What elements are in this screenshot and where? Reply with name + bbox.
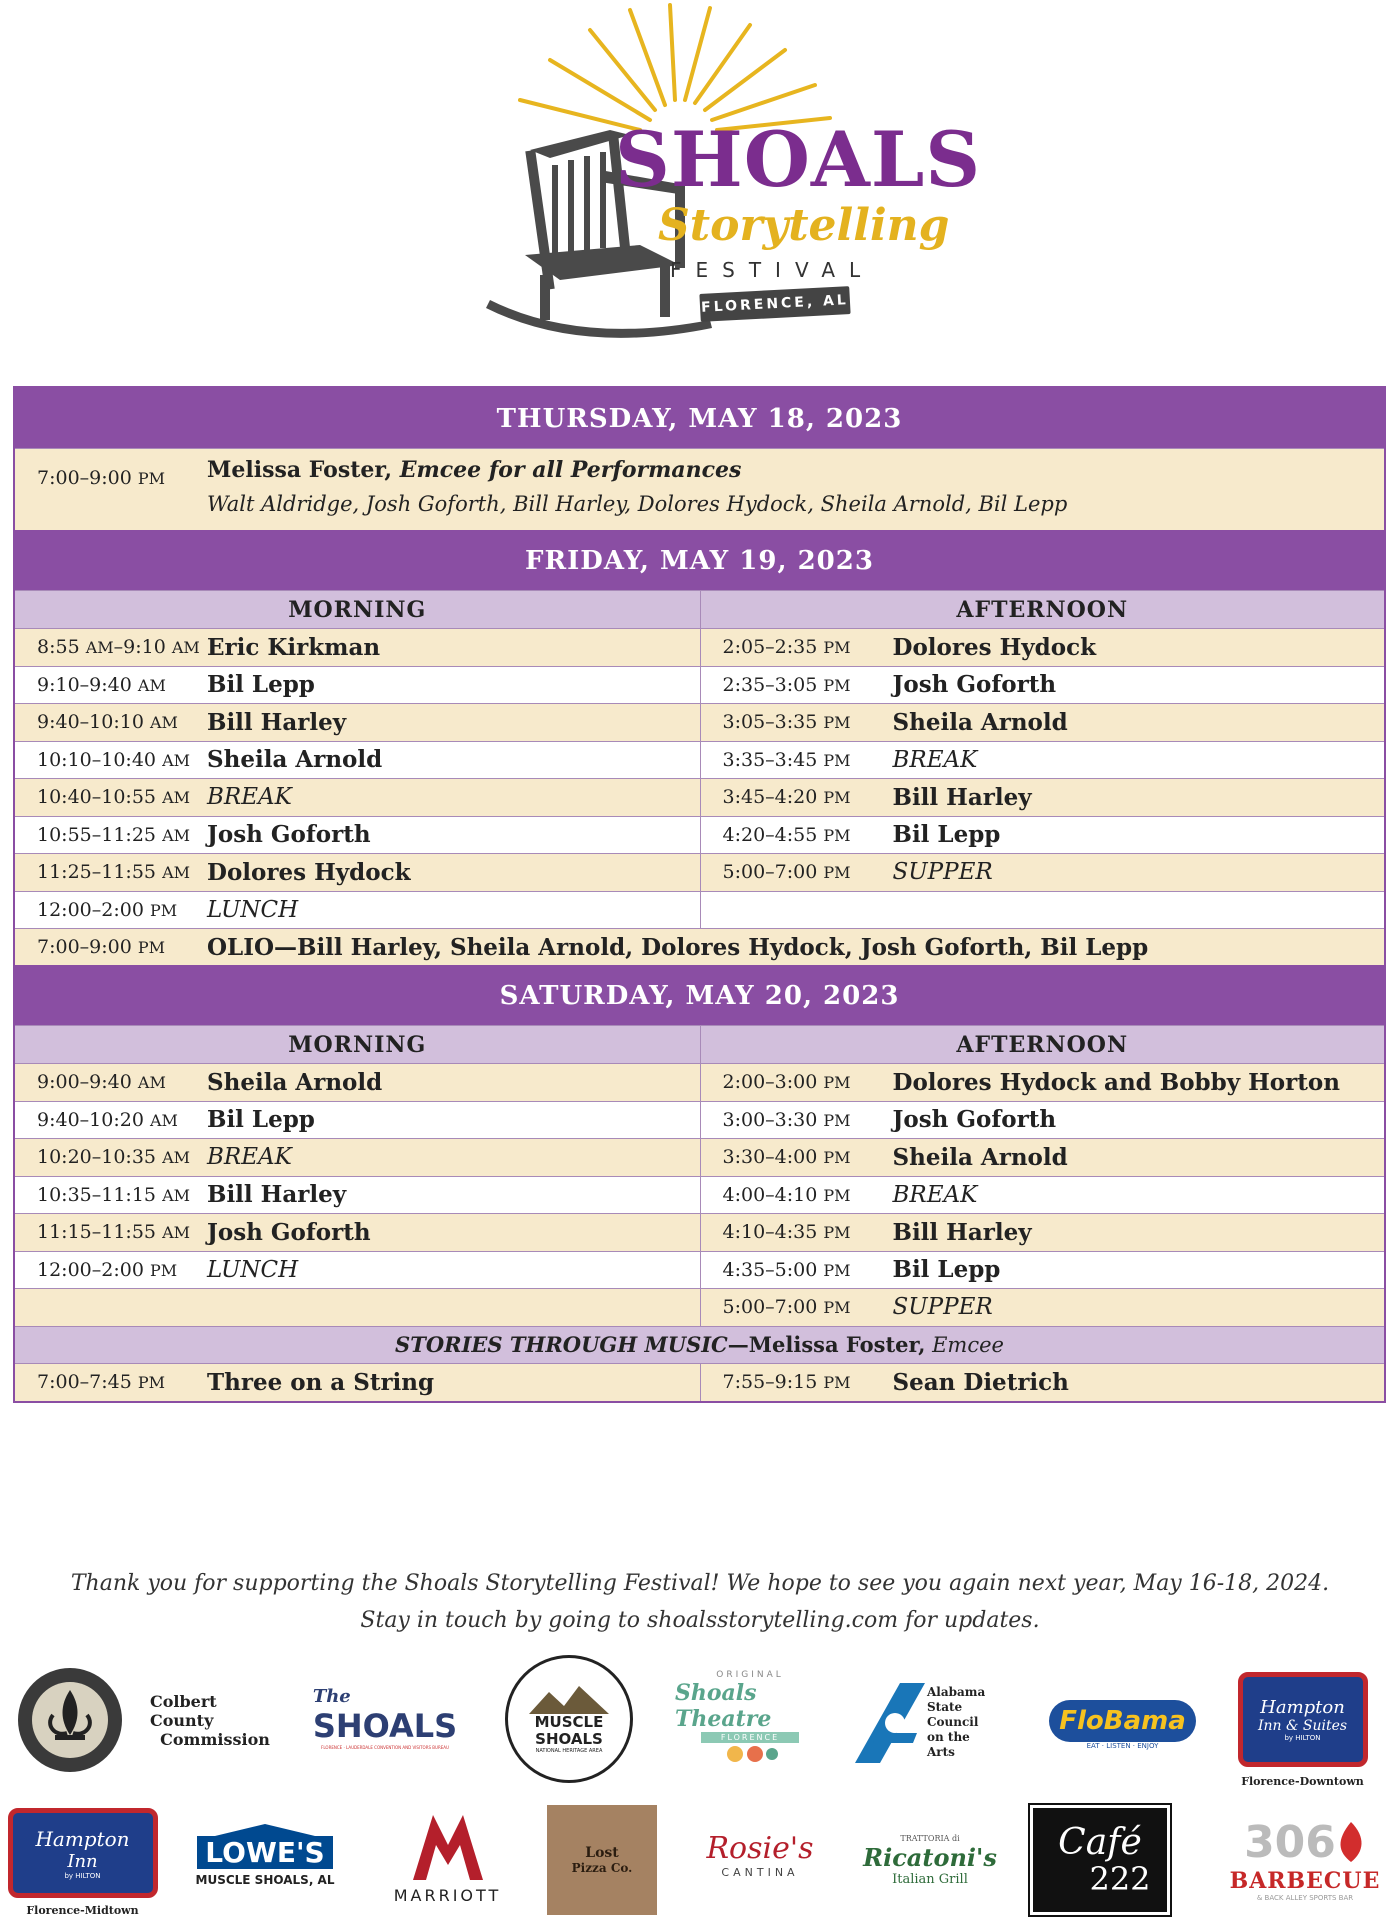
- thank-you-message: [0, 1565, 1400, 1639]
- sponsor-text: FLORENCE · LAUDERDALE CONVENTION AND VISITORS BUREAU: [321, 1745, 449, 1750]
- hampton-inn-suites-logo: [1235, 1660, 1370, 1800]
- sponsor-text: & BACK ALLEY SPORTS BAR: [1256, 1893, 1354, 1902]
- performer: Josh Goforth: [892, 1106, 1057, 1134]
- performer: LUNCH: [207, 1256, 299, 1283]
- performer: SUPPER: [892, 859, 993, 886]
- time: 5:00–7:00 PM: [722, 1296, 851, 1319]
- performer: Sheila Arnold: [892, 1143, 1068, 1171]
- time: 9:10–9:40 AM: [37, 673, 166, 696]
- cafe-222-logo: [1030, 1805, 1170, 1915]
- performer: Bil Lepp: [892, 1256, 1001, 1284]
- sponsor-text: Pizza Co.: [571, 1861, 633, 1875]
- performer: Dolores Hydock: [892, 633, 1097, 661]
- thursday-row: [15, 448, 1384, 530]
- saturday-header: SATURDAY, MAY 20, 2023: [15, 965, 1384, 1025]
- stories-through-music-row: [15, 1326, 1384, 1363]
- sponsor-text: Hampton: [1260, 1697, 1345, 1718]
- time: 3:05–3:35 PM: [722, 711, 851, 734]
- theatre-masks-icon: [710, 1743, 790, 1765]
- mountain-icon: [529, 1684, 609, 1714]
- time: 9:00–9:40 AM: [37, 1071, 166, 1094]
- schedule-row: [15, 1288, 1384, 1326]
- schedule-row: [15, 816, 1384, 854]
- sponsor-text: TRATTORIA di: [900, 1834, 960, 1843]
- time: 12:00–2:00 PM: [37, 1258, 178, 1281]
- time: 10:10–10:40 AM: [37, 748, 190, 771]
- flame-icon: [1336, 1822, 1366, 1862]
- music-role: Emcee: [932, 1332, 1004, 1357]
- rosies-cantina-logo: [685, 1820, 835, 1890]
- time: 3:00–3:30 PM: [722, 1108, 851, 1131]
- thank-you-line1: Thank you for supporting the Shoals Storytelling Festival! We hope to see you again next year, May 16-18, 2024.: [70, 1571, 1330, 1596]
- saturday-column-headers: [15, 1025, 1384, 1063]
- sponsor-text: NATIONAL HERITAGE AREA: [535, 1748, 603, 1754]
- 306-barbecue-logo: [1225, 1800, 1385, 1918]
- saturday-evening-row: [15, 1363, 1384, 1401]
- performer: Bill Harley: [892, 1218, 1032, 1246]
- sponsor-text: Florence-Midtown: [26, 1904, 139, 1917]
- emcee-name: Melissa Foster,: [207, 457, 393, 483]
- schedule-row: [15, 666, 1384, 704]
- muscle-shoals-heritage-logo: [505, 1655, 633, 1783]
- arts-council-icon: [855, 1683, 925, 1763]
- sponsor-text: Council: [927, 1715, 979, 1729]
- sponsor-text: Italian Grill: [892, 1872, 968, 1887]
- time: 9:40–10:10 AM: [37, 711, 178, 734]
- time: 4:10–4:35 PM: [722, 1221, 851, 1244]
- performer: Sheila Arnold: [207, 746, 383, 774]
- sponsor-text: LOWE'S: [197, 1836, 332, 1869]
- sponsor-text: Colbert County: [150, 1691, 217, 1730]
- sponsor-text: 306: [1244, 1816, 1336, 1868]
- sponsor-text: ORIGINAL: [716, 1669, 784, 1680]
- morning-label: MORNING: [288, 1031, 427, 1058]
- thank-you-line2: Stay in touch by going to shoalsstorytelling.com for updates.: [360, 1608, 1040, 1633]
- marriott-m-icon: [408, 1810, 488, 1880]
- performer: Dolores Hydock and Bobby Horton: [892, 1068, 1340, 1096]
- time: 12:00–2:00 PM: [37, 898, 178, 921]
- schedule-row: [15, 741, 1384, 779]
- marriott-logo: [375, 1800, 520, 1915]
- schedule-row: [15, 628, 1384, 666]
- thursday-header: THURSDAY, MAY 18, 2023: [15, 388, 1384, 448]
- music-title: STORIES THROUGH MUSIC: [395, 1332, 728, 1357]
- sponsor-text: MARRIOTT: [393, 1886, 502, 1905]
- empty-cell: [700, 892, 1385, 929]
- sponsor-text: FloBama: [1049, 1700, 1196, 1742]
- time: 3:30–4:00 PM: [722, 1146, 851, 1169]
- time: 3:45–4:20 PM: [722, 786, 851, 809]
- sponsor-text: Café: [1058, 1822, 1142, 1863]
- time: 3:35–3:45 PM: [722, 748, 851, 771]
- sponsor-text: Ricatoni's: [863, 1843, 997, 1872]
- sponsor-text: Commission: [160, 1729, 270, 1749]
- schedule-row: [15, 1213, 1384, 1251]
- sponsor-text: Arts: [927, 1745, 955, 1759]
- time: 5:00–7:00 PM: [722, 861, 851, 884]
- performer: Bil Lepp: [207, 671, 315, 699]
- performer: Bil Lepp: [207, 1106, 315, 1134]
- logo-title: SHOALS: [615, 115, 982, 204]
- friday-evening-row: [15, 928, 1384, 965]
- time: 7:55–9:15 PM: [722, 1371, 851, 1393]
- olio-performers: OLIO—Bill Harley, Sheila Arnold, Dolores Hydock, Josh Goforth, Bil Lepp: [207, 933, 1149, 961]
- shoals-theatre-logo: [675, 1662, 825, 1772]
- time: 4:20–4:55 PM: [722, 823, 851, 846]
- performer: Bill Harley: [207, 708, 347, 736]
- time: 7:00–9:00 PM: [37, 467, 166, 489]
- time: 4:35–5:00 PM: [722, 1258, 851, 1281]
- emcee-role: Emcee for all Performances: [399, 457, 742, 483]
- performer: Sheila Arnold: [892, 708, 1068, 736]
- time: 11:15–11:55 AM: [37, 1221, 190, 1244]
- music-emcee: —Melissa Foster,: [727, 1332, 926, 1357]
- the-shoals-logo: [312, 1683, 458, 1753]
- time: 2:05–2:35 PM: [722, 636, 851, 659]
- schedule-row: [15, 891, 1384, 929]
- lowes-logo: [195, 1815, 335, 1895]
- sponsor-text: Lost: [585, 1845, 619, 1861]
- friday-column-headers: [15, 590, 1384, 628]
- time: 10:20–10:35 AM: [37, 1146, 190, 1169]
- fleur-de-lis-icon: [15, 1665, 125, 1775]
- schedule-row: [15, 1138, 1384, 1176]
- logo-city: FLORENCE, AL: [699, 286, 850, 322]
- schedule-row: [15, 703, 1384, 741]
- lost-pizza-logo: [547, 1805, 657, 1915]
- sponsor-text: Inn: [67, 1850, 98, 1872]
- schedule-row: [15, 1063, 1384, 1101]
- time: 10:35–11:15 AM: [37, 1183, 190, 1206]
- festival-logo: [0, 0, 1400, 385]
- performer: Bill Harley: [207, 1181, 347, 1209]
- time: 10:55–11:25 AM: [37, 823, 190, 846]
- sponsor-text: CANTINA: [721, 1866, 799, 1879]
- performer: Sean Dietrich: [892, 1368, 1069, 1396]
- performer: Bil Lepp: [892, 821, 1001, 849]
- sponsor-text: 222: [1089, 1860, 1151, 1898]
- schedule-table: [13, 386, 1386, 1403]
- sponsor-text: Alabama: [927, 1685, 986, 1699]
- performer: BREAK: [207, 784, 292, 811]
- sponsor-text: State: [927, 1700, 963, 1714]
- sponsor-text: on the: [927, 1730, 970, 1744]
- time: 11:25–11:55 AM: [37, 861, 190, 884]
- logo-festival: FESTIVAL: [670, 258, 875, 282]
- time: 10:40–10:55 AM: [37, 786, 190, 809]
- logo-subtitle: Storytelling: [658, 200, 950, 251]
- time: 9:40–10:20 AM: [37, 1108, 178, 1131]
- afternoon-label: AFTERNOON: [700, 591, 1385, 628]
- flobama-logo: [1055, 1690, 1190, 1760]
- sponsor-text: EAT · LISTEN · ENJOY: [1086, 1742, 1159, 1750]
- sponsor-text: by HILTON: [1284, 1734, 1321, 1742]
- performer: Dolores Hydock: [207, 858, 411, 886]
- time: 2:35–3:05 PM: [722, 673, 851, 696]
- city-of-florence-seal: [15, 1665, 125, 1775]
- sponsor-text: Shoals Theatre: [675, 1679, 772, 1732]
- lowes-roof-icon: [215, 1824, 315, 1836]
- performer: LUNCH: [207, 896, 299, 923]
- sponsor-text: by HILTON: [64, 1871, 101, 1880]
- performer: Sheila Arnold: [207, 1068, 383, 1096]
- time: 7:00–9:00 PM: [37, 936, 166, 958]
- performer: Josh Goforth: [207, 1218, 371, 1246]
- friday-header: FRIDAY, MAY 19, 2023: [15, 530, 1384, 590]
- sponsor-text: Inn & Suites: [1257, 1718, 1348, 1734]
- time: 2:00–3:00 PM: [722, 1071, 851, 1094]
- time: 8:55 AM–9:10 AM: [37, 636, 200, 659]
- colbert-county-logo: [150, 1690, 280, 1750]
- performer: Three on a String: [207, 1368, 435, 1396]
- schedule-row: [15, 1251, 1384, 1289]
- sponsor-text: BARBECUE: [1229, 1867, 1381, 1894]
- alabama-arts-council-logo: [855, 1675, 995, 1770]
- sponsor-text: FLORENCE: [701, 1732, 799, 1743]
- sponsor-text: SHOALS: [312, 1707, 458, 1745]
- sponsor-text: Florence-Downtown: [1241, 1775, 1364, 1788]
- sponsor-text: MUSCLE: [534, 1713, 604, 1731]
- time: 4:00–4:10 PM: [722, 1183, 851, 1206]
- performer: BREAK: [892, 746, 978, 773]
- schedule-row: [15, 778, 1384, 816]
- afternoon-label: AFTERNOON: [700, 1026, 1385, 1063]
- performer: Josh Goforth: [207, 821, 371, 849]
- morning-label: MORNING: [288, 596, 427, 623]
- performer: SUPPER: [892, 1294, 993, 1321]
- sponsor-text: MUSCLE SHOALS, AL: [195, 1872, 335, 1887]
- empty-cell: [15, 1289, 700, 1326]
- sponsor-text: Rosie's: [706, 1831, 814, 1866]
- hampton-inn-logo: [10, 1805, 155, 1920]
- schedule-row: [15, 1101, 1384, 1139]
- performer: Josh Goforth: [892, 671, 1057, 699]
- performer: BREAK: [207, 1144, 292, 1171]
- sponsor-text: The: [312, 1686, 351, 1707]
- sponsor-text: Hampton: [35, 1826, 130, 1851]
- performer: BREAK: [892, 1181, 978, 1208]
- performer-list: Walt Aldridge, Josh Goforth, Bill Harley, Dolores Hydock, Sheila Arnold, Bil Lepp: [207, 492, 1068, 516]
- schedule-row: [15, 853, 1384, 891]
- thursday-performers: [207, 457, 1067, 516]
- schedule-row: [15, 1176, 1384, 1214]
- time: 7:00–7:45 PM: [37, 1371, 166, 1393]
- performer: Bill Harley: [892, 783, 1032, 811]
- sponsor-text: SHOALS: [535, 1730, 603, 1748]
- performer: Eric Kirkman: [207, 633, 381, 661]
- ricatonis-logo: [860, 1808, 1000, 1913]
